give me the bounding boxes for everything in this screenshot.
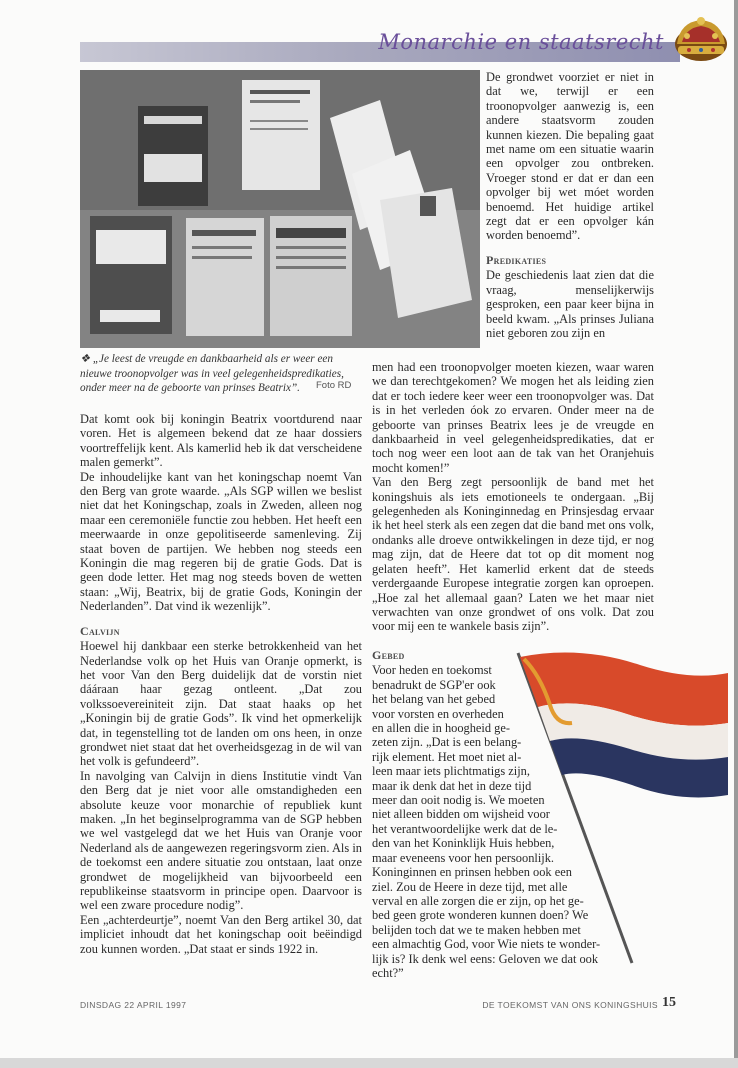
gebed-line: maar eveneens voor hen persoonlijk. <box>372 850 555 865</box>
gebed-line: Voor heden en toekomst <box>372 663 492 678</box>
paragraph: Een „achterdeurtje”, noemt Van den Berg artikel 30, dat impliciet inhoudt dat het koningschap ooit beëindigd zou kunnen worden. „Dat staat er sinds 1922 in. <box>80 912 362 956</box>
page-number: 15 <box>662 995 676 1010</box>
gebed-line: lijk is? Ik denk wel eens: Geloven we dat ook <box>372 951 599 966</box>
paragraph: In navolging van Calvijn in diens Institutie vindt Van den Berg dat je niet voor alle omstandigheden een absolute keuze voor monarchie of republiek kunt maken. „In het beginselprogramma van de SGP hebben we wel vastgelegd dat we het Huis van Oranje voor Nederland als de aangewezen regeringsvorm zien. Als in de toekomst een andere situatie zou ontstaan, laat onze grondwet de mogelijkheid van bijvoorbeeld een republikeinse staatsvorm in principe open. Daarvoor is wel een zware procedure nodig”. <box>80 768 362 913</box>
photo-credit: Foto RD <box>316 380 352 391</box>
paragraph: De grondwet voorziet er niet in dat we, terwijl er een troonopvolger aanwezig is, een andere staatsvorm zouden kunnen kiezen. Die bepaling gaat met name om een situatie waarin een opvolger zou ontbreken. Vroeger stond er dat er dan een opvolger bij wet móet worden benoemd. Het huidige artikel zegt dat er een opvolger kán worden benoemd”. <box>486 70 654 243</box>
gebed-line: verval en alle zorgen die er zijn, op het ge- <box>372 893 584 908</box>
footer-section: DE TOEKOMST VAN ONS KONINGSHUIS <box>482 1000 658 1010</box>
subheading-calvijn: Calvijn <box>80 623 120 638</box>
section-title: Monarchie en staatsrecht <box>378 30 664 54</box>
binding-edge <box>734 0 738 1068</box>
gebed-line: rijk element. Het moet niet al- <box>372 749 522 764</box>
right-column-mid <box>372 360 654 634</box>
gebed-line: ziel. Zou de Heere in deze tijd, met alle <box>372 879 568 894</box>
paragraph: Dat komt ook bij koningin Beatrix voortdurend naar voren. Het is algemeen bekend dat ze haar dossiers voortreffelijk kent. Als kamerlid heb ik dat verscheidene malen gemerkt”. <box>80 412 362 470</box>
gebed-column <box>372 648 672 980</box>
paragraph: De geschiedenis laat zien dat die vraag, menselijkerwijs gesproken, een paar keer bijna in beeld kwam. „Als prinses Juliana niet geboren zou zijn en <box>486 268 654 340</box>
gebed-line: niet alleen bidden om wijsheid voor <box>372 807 550 822</box>
gebed-line: Koninginnen en prinsen hebben ook een <box>372 865 572 880</box>
gebed-line: het belang van het gebed <box>372 692 496 707</box>
right-column-top <box>486 70 654 340</box>
gebed-line: leen maar iets plichtmatigs zijn, <box>372 764 530 779</box>
paragraph: Hoewel hij dankbaar een sterke betrokkenheid van het Nederlandse volk op het Huis van Oranje opmerkt, is het voor Van den Berg duidelijk dat de vorstin niet dááraan haar gezag ontleent. „Dat zou volkssoevereiniteit zijn. Dat staat haaks op het „Koningin bij de gratie Gods”. Ik vind het opmerkelijk dat, in tegenstelling tot de landen om ons heen, in onze grondwet niet staat dat het overheidsgezag in de wil van het volk is gefundeerd”. <box>80 639 362 769</box>
footer-date: DINSDAG 22 APRIL 1997 <box>80 1000 187 1010</box>
books-photo-graphic <box>80 70 480 348</box>
photo-caption: ❖ „Je leest de vreugde en dankbaarheid als er weer een nieuwe troonopvolger was in veel gelegenheidspredikaties, onder meer na de geboorte van prinses Beatrix”. <box>80 353 344 394</box>
gebed-line: den van het Koninklijk Huis hebben, <box>372 836 555 851</box>
gebed-line: benadrukt de SGP'er ook <box>372 677 496 692</box>
gebed-line: zeten zijn. „Dat is een belang- <box>372 735 522 750</box>
gebed-line: maar ik denk dat het in deze tijd <box>372 778 532 793</box>
subheading-gebed: Gebed <box>372 648 405 662</box>
paragraph: De inhoudelijke kant van het koningschap noemt Van den Berg van grote waarde. „Als SGP willen we beslist niet dat het Koningschap, zoals in Zweden, alleen nog maar een ceremoniële functie zou hebben. Het heeft een meerwaarde in onze gepolitiseerde samenleving. Zij staat boven de partijen. We hebben nog steeds een Koningin die mag regeren bij de gratie Gods. Dat is geen dode letter. Het mag nog steeds boven de wetten staan: „Wij, Beatrix, bij de gratie Gods, Koningin der Nederlanden”. Dat vind ik wezenlijk”. <box>80 469 362 614</box>
paragraph: men had een troonopvolger moeten kiezen, waar waren we dan terechtgekomen? We mogen het als leiding zien dat er toch iedere keer weer een troonopvolger was. Dat is in het verleden óok zo ervaren. Onder meer na de geboorte van prinses Beatrix lees je de vreugde en dankbaarheid in veel gelegenheidspredikaties, dat er toch nog weer een loot aan de tak van het Oranjehuis mocht komen!” <box>372 360 654 475</box>
left-column <box>80 412 362 956</box>
gebed-line: meer dan ooit nodig is. We moeten <box>372 793 545 808</box>
crown-icon <box>672 14 730 64</box>
gebed-line: voor vorsten en overheden <box>372 706 504 721</box>
gebed-line: een almachtig God, voor Wie niets te wonder- <box>372 937 601 952</box>
gebed-line: bed geen grote wonderen kunnen doen? We <box>372 908 589 923</box>
bottom-edge <box>0 1058 738 1068</box>
subheading-predikaties: Predikaties <box>486 252 547 267</box>
paragraph: Van den Berg zegt persoonlijk de band met het koningshuis als iets emotioneels te ondergaan. „Bij gelegenheden als Koninginnedag en Prinsjesdag ervaar ik het heel sterk als een zegen dat die band met ons volk, ondanks alle droeve ontwikkelingen in deze tijd, er nog mag zijn, dat de Heere dat tot op dit moment nog gelaten heeft”. Het kamerlid erkent dat de steeds verdergaande Europese integratie zorgen kan oproepen. „Hoe zal het allemaal gaan? Laten we het maar niet verwachten van onze grondwet of ons volk. Dat zou voor mij een te wankele basis zijn”. <box>372 475 654 634</box>
gebed-line: echt?” <box>372 965 404 980</box>
gebed-line: en allen die in hoogheid ge- <box>372 721 510 736</box>
books-photo <box>80 70 480 348</box>
gebed-line: belijden toch dat we te maken hebben met <box>372 922 581 937</box>
gebed-line: het verantwoordelijke werk dat de le- <box>372 821 558 836</box>
